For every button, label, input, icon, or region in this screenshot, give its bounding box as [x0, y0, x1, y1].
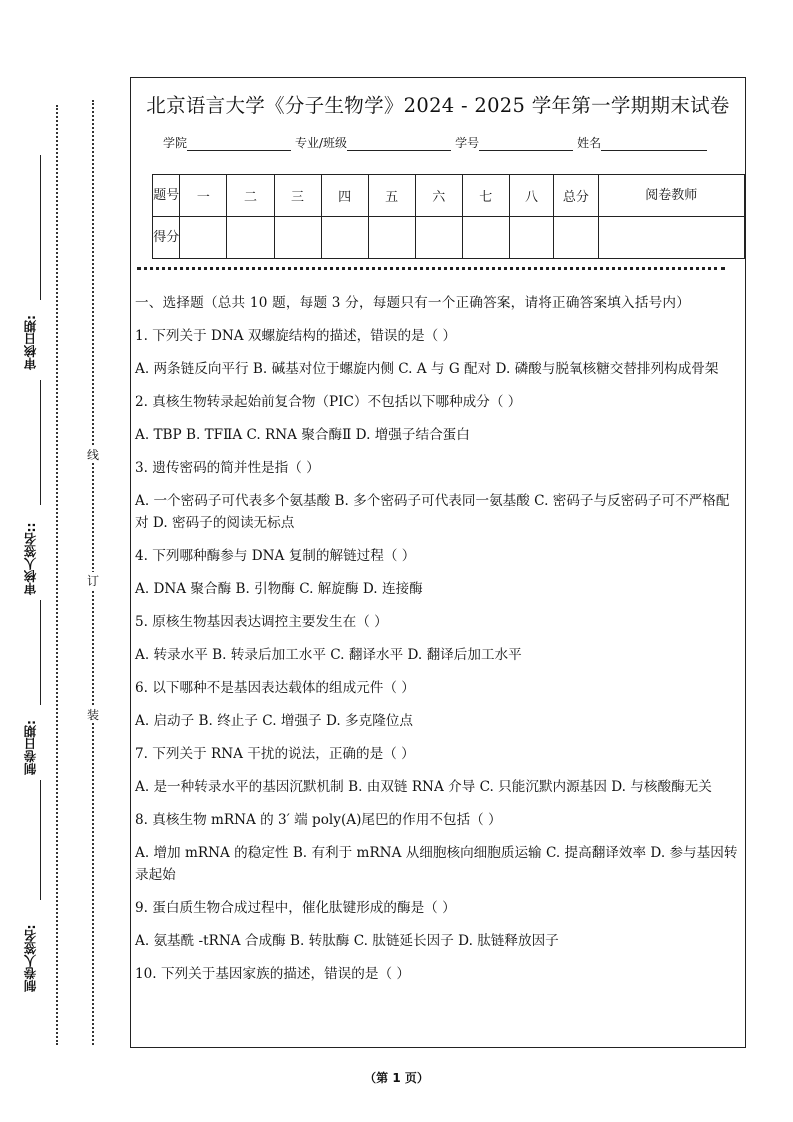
score-col-header: 阅卷教师 [598, 175, 744, 217]
question-number-label: 题号 [153, 175, 180, 217]
dotted-separator [137, 267, 725, 270]
major-field[interactable] [347, 138, 451, 151]
college-field[interactable] [187, 138, 291, 151]
score-col-header: 六 [415, 175, 462, 217]
score-table [152, 174, 745, 259]
question-options: A. 启动子 B. 终止子 C. 增强子 D. 多克隆位点 [135, 713, 413, 729]
question-text: 7. 下列关于 RNA 干扰的说法，正确的是（ ） [135, 746, 415, 762]
college-label: 学院 [163, 136, 188, 150]
name-field[interactable] [601, 138, 707, 151]
question-options: A. TBP B. TFⅡA C. RNA 聚合酶Ⅱ D. 增强子结合蛋白 [135, 427, 470, 443]
binding-line-char: 线 [86, 448, 99, 462]
score-cell[interactable] [321, 217, 368, 259]
major-label: 专业/班级 [295, 136, 348, 150]
review-date-line [40, 155, 41, 300]
question-text: 5. 原核生物基因表达调控主要发生在（ ） [135, 614, 388, 630]
name-label: 姓名 [577, 136, 602, 150]
question-text: 10. 下列关于基因家族的描述，错误的是（ ） [135, 966, 410, 982]
question-body [135, 292, 741, 985]
reviewer-sign-line [40, 380, 41, 505]
binding-bind-char: 装 [86, 708, 99, 722]
question-text: 8. 真核生物 mRNA 的 3′ 端 poly(A)尾巴的作用不包括（ ） [135, 812, 502, 828]
make-date-label: 制卷日期: [23, 720, 38, 775]
score-cell[interactable] [554, 217, 598, 259]
binding-order-char: 订 [86, 574, 99, 588]
question-text: 3. 遗传密码的简并性是指（ ） [135, 460, 320, 476]
page-number: （第 1 页） [364, 1071, 429, 1085]
question-text: 6. 以下哪种不是基因表达载体的组成元件（ ） [135, 680, 415, 696]
binding-dotted-line [56, 105, 58, 1045]
question-options: A. 两条链反向平行 B. 碱基对位于螺旋内侧 C. A 与 G 配对 D. 磷酸与脱氧核糖交替排列构成骨架 [135, 361, 719, 377]
score-label: 得分 [153, 217, 180, 259]
question-options: A. 氨基酰 -tRNA 合成酶 B. 转肽酶 C. 肽链延长因子 D. 肽链释放因子 [135, 933, 559, 949]
score-cell[interactable] [598, 217, 744, 259]
score-col-header: 二 [227, 175, 274, 217]
student-id-field[interactable] [479, 138, 573, 151]
score-cell[interactable] [415, 217, 462, 259]
score-col-header: 七 [462, 175, 509, 217]
score-col-header: 四 [321, 175, 368, 217]
score-cell[interactable] [274, 217, 321, 259]
review-date-label: 审核日期: [23, 315, 38, 370]
exam-frame [130, 77, 746, 1048]
score-cell[interactable] [227, 217, 274, 259]
section-heading: 一、选择题（总共 10 题，每题 3 分，每题只有一个正确答案，请将正确答案填入括号内） [135, 295, 690, 311]
question-options: A. 增加 mRNA 的稳定性 B. 有利于 mRNA 从细胞核向细胞质运输 C. 提高翻译效率 D. 参与基因转录起始 [135, 845, 738, 883]
question-text: 2. 真核生物转录起始前复合物（PIC）不包括以下哪种成分（ ） [135, 394, 522, 410]
student-id-label: 学号 [455, 136, 480, 150]
question-text: 1. 下列关于 DNA 双螺旋结构的描述，错误的是（ ） [135, 328, 457, 344]
score-cell[interactable] [509, 217, 553, 259]
exam-title: 北京语言大学《分子生物学》2024 - 2025 学年第一学期期末试卷 [146, 94, 730, 117]
question-text: 4. 下列哪种酶参与 DNA 复制的解链过程（ ） [135, 548, 416, 564]
score-cell[interactable] [462, 217, 509, 259]
maker-sign-label: 制卷人签名: [23, 924, 38, 992]
question-options: A. 是一种转录水平的基因沉默机制 B. 由双链 RNA 介导 C. 只能沉默内源基因 D. 与核酸酶无关 [135, 779, 712, 795]
make-date-line [40, 600, 41, 705]
question-options: A. 转录水平 B. 转录后加工水平 C. 翻译水平 D. 翻译后加工水平 [135, 647, 522, 663]
score-col-header: 三 [274, 175, 321, 217]
score-col-header: 总分 [554, 175, 598, 217]
score-col-header: 一 [180, 175, 227, 217]
score-cell[interactable] [180, 217, 227, 259]
question-options: A. 一个密码子可代表多个氨基酸 B. 多个密码子可代表同一氨基酸 C. 密码子与反密码子可不严格配对 D. 密码子的阅读无标点 [135, 493, 730, 531]
question-options: A. DNA 聚合酶 B. 引物酶 C. 解旋酶 D. 连接酶 [135, 581, 423, 597]
student-info-row [163, 134, 711, 151]
score-cell[interactable] [368, 217, 415, 259]
reviewer-sign-label: 审核人签名:: [23, 522, 38, 595]
score-col-header: 八 [509, 175, 553, 217]
maker-sign-line [40, 780, 41, 900]
score-col-header: 五 [368, 175, 415, 217]
question-text: 9. 蛋白质生物合成过程中，催化肽键形成的酶是（ ） [135, 900, 456, 916]
